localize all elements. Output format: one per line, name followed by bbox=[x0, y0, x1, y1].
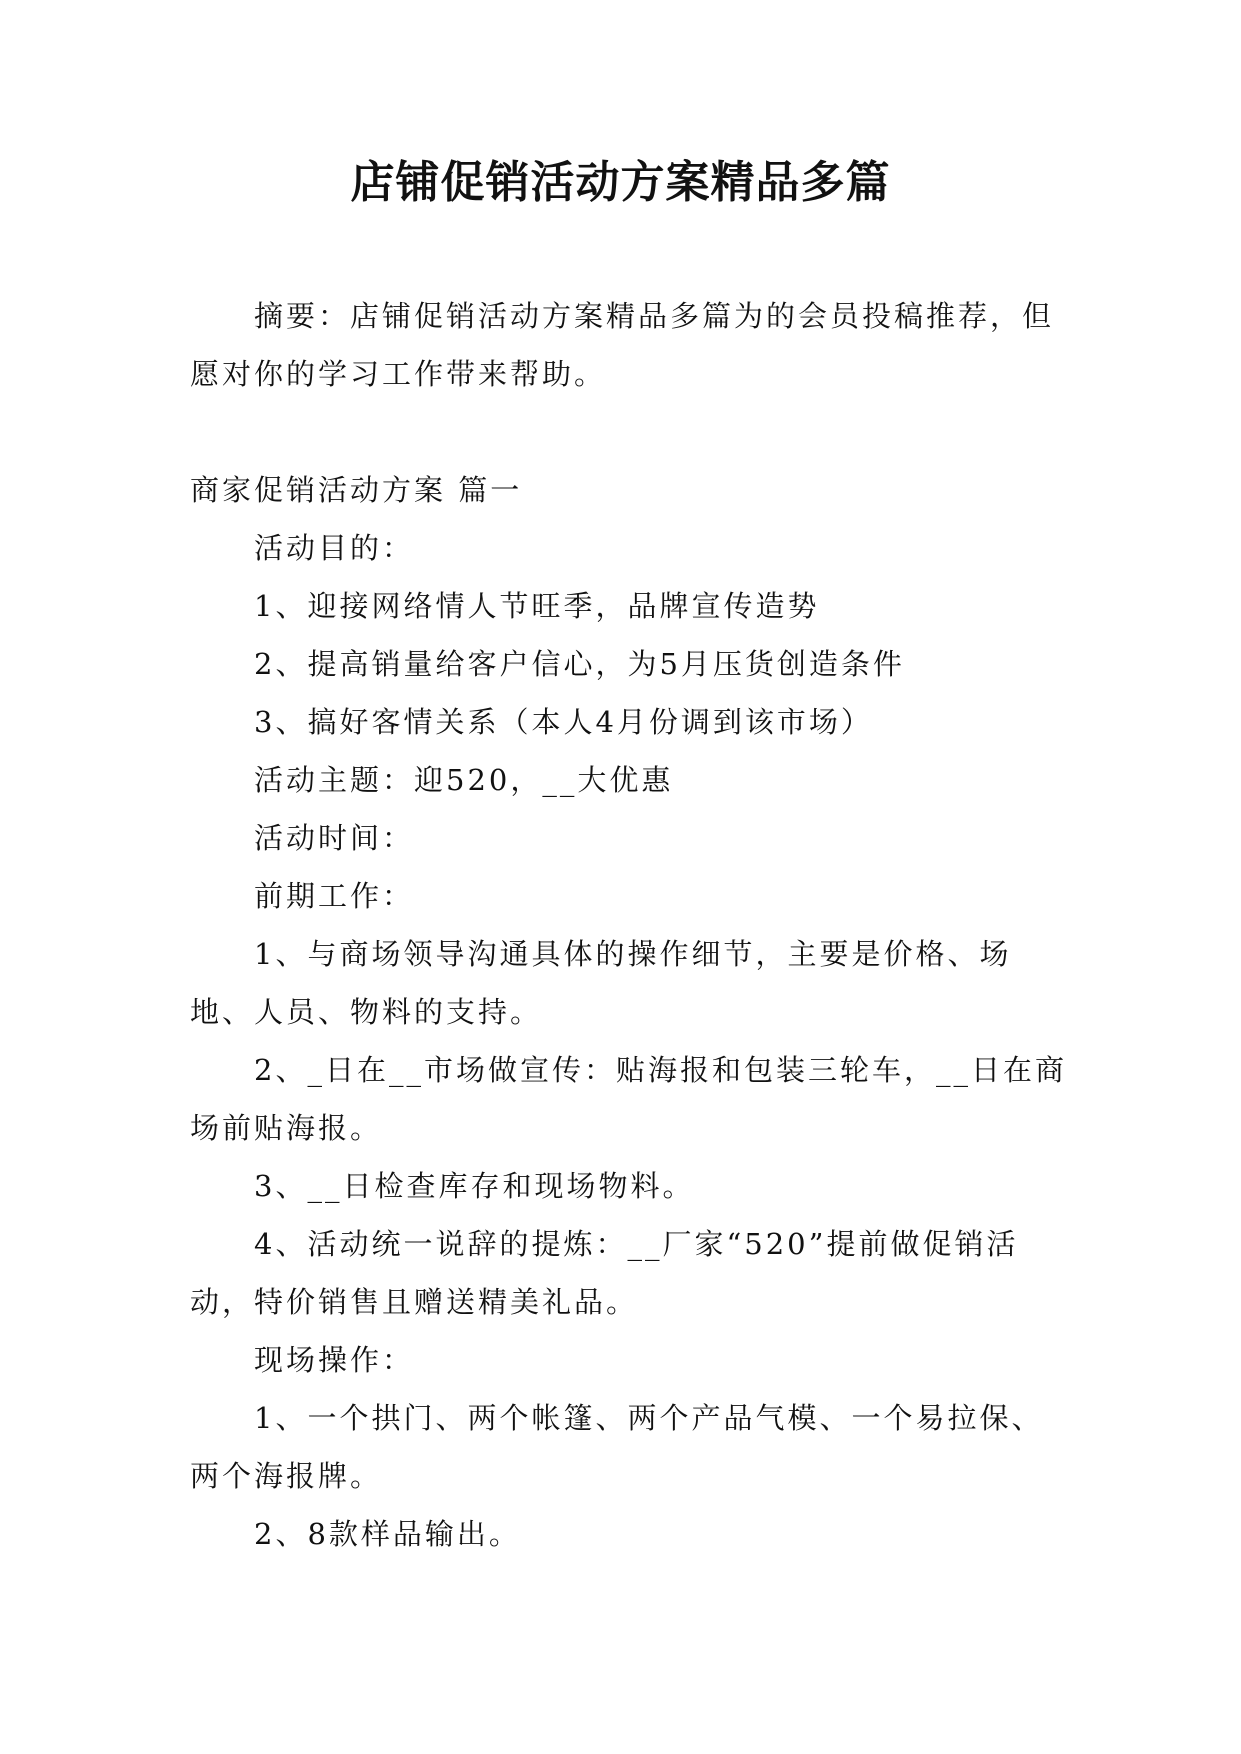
paragraph: 1、与商场领导沟通具体的操作细节，主要是价格、场地、人员、物料的支持。 bbox=[190, 937, 1012, 1029]
paragraph: 2、提高销量给客户信心，为5月压货创造条件 bbox=[254, 647, 905, 681]
main-content bbox=[190, 461, 1070, 1563]
paragraph: 4、活动统一说辞的提炼：__厂家“520”提前做促销活动，特价销售且赠送精美礼品。 bbox=[190, 1227, 1019, 1319]
paragraph: 3、搞好客情关系（本人4月份调到该市场） bbox=[254, 705, 873, 739]
paragraph: 2、_日在__市场做宣传：贴海报和包装三轮车，__日在商场前贴海报。 bbox=[190, 1053, 1067, 1145]
paragraph: 现场操作： bbox=[254, 1343, 415, 1377]
page-title: 店铺促销活动方案精品多篇 bbox=[350, 157, 891, 208]
paragraph: 1、迎接网络情人节旺季，品牌宣传造势 bbox=[254, 589, 820, 623]
paragraph: 活动主题：迎520，__大优惠 bbox=[254, 763, 674, 797]
abstract-paragraph: 摘要：店铺促销活动方案精品多篇为的会员投稿推荐，但愿对你的学习工作带来帮助。 bbox=[190, 299, 1055, 391]
paragraph: 2、8款样品输出。 bbox=[254, 1517, 521, 1551]
paragraph: 3、__日检查库存和现场物料。 bbox=[254, 1169, 695, 1203]
abstract-block bbox=[190, 287, 1070, 403]
paragraph: 1、一个拱门、两个帐篷、两个产品气模、一个易拉保、两个海报牌。 bbox=[190, 1401, 1044, 1493]
section-heading: 商家促销活动方案 篇一 bbox=[190, 473, 523, 507]
paragraph: 活动时间： bbox=[254, 821, 415, 855]
paragraph: 前期工作： bbox=[254, 879, 415, 913]
paragraph: 活动目的： bbox=[254, 531, 415, 565]
